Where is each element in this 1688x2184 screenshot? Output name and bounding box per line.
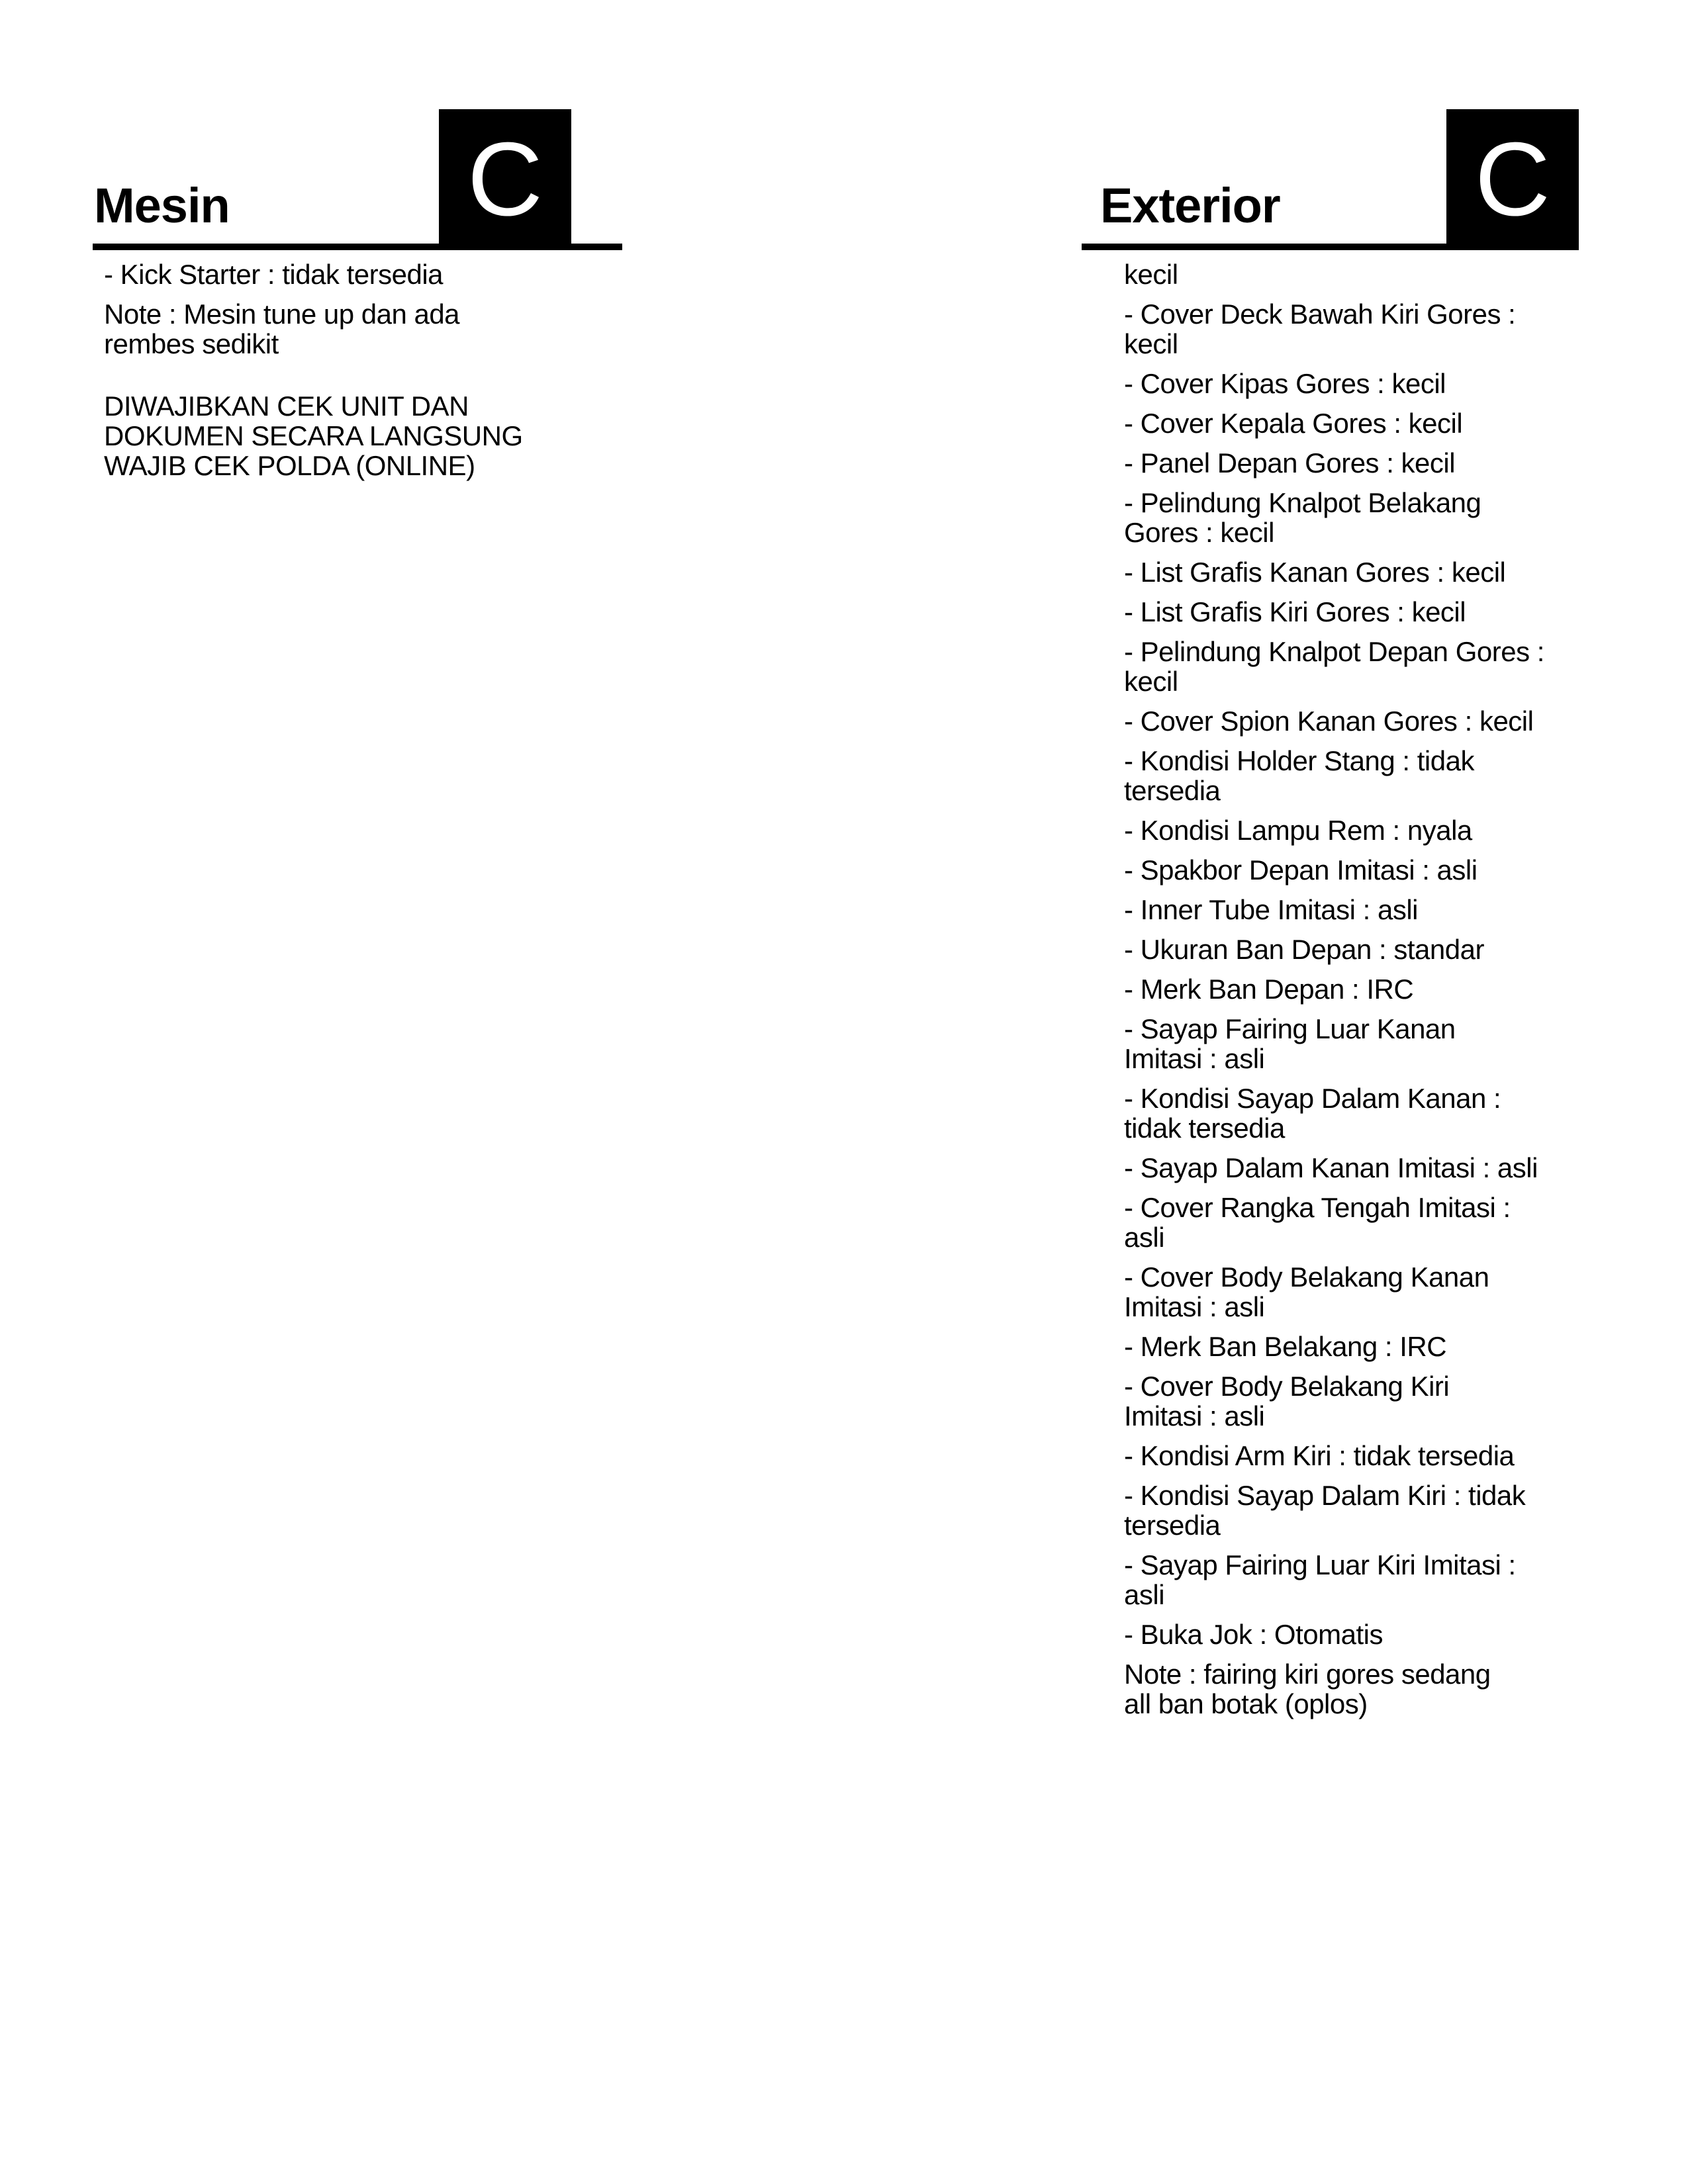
- inspection-item: [1124, 974, 1585, 1004]
- item-line: - Inner Tube Imitasi : asli: [1124, 894, 1419, 925]
- item-line: - Cover Body Belakang Kiri: [1124, 1371, 1450, 1402]
- section-title: Exterior: [1100, 178, 1280, 233]
- section-header: [1082, 93, 1585, 250]
- item-line: - Cover Spion Kanan Gores : kecil: [1124, 705, 1534, 737]
- grade-letter: C: [467, 121, 543, 238]
- item-line: kecil: [1124, 328, 1178, 359]
- item-line: - Cover Deck Bawah Kiri Gores :: [1124, 298, 1516, 330]
- inspection-item: [1124, 746, 1585, 805]
- inspection-item: [1124, 1371, 1585, 1431]
- section-exterior: [1082, 93, 1585, 1729]
- inspection-item: [1124, 934, 1585, 964]
- item-line: all ban botak (oplos): [1124, 1688, 1368, 1719]
- section-body: [93, 250, 622, 480]
- inspection-item: [1124, 1332, 1585, 1361]
- grade-badge: [439, 109, 571, 250]
- item-line: asli: [1124, 1222, 1165, 1253]
- item-line: - List Grafis Kiri Gores : kecil: [1124, 596, 1466, 627]
- inspection-item: [104, 391, 622, 480]
- item-line: tersedia: [1124, 775, 1221, 806]
- item-line: - Ukuran Ban Depan : standar: [1124, 934, 1484, 965]
- item-line: rembes sedikit: [104, 328, 279, 359]
- item-line: Gores : kecil: [1124, 517, 1274, 548]
- item-line: - Pelindung Knalpot Depan Gores :: [1124, 636, 1544, 667]
- item-line: - Merk Ban Depan : IRC: [1124, 974, 1414, 1005]
- note-item: [1124, 1659, 1585, 1719]
- inspection-item: [1124, 855, 1585, 885]
- inspection-item: [1124, 1193, 1585, 1252]
- item-line: - Kondisi Sayap Dalam Kiri : tidak: [1124, 1480, 1526, 1511]
- item-line: - Panel Depan Gores : kecil: [1124, 447, 1456, 478]
- inspection-item: [1124, 1480, 1585, 1540]
- item-line: - Pelindung Knalpot Belakang: [1124, 487, 1481, 518]
- inspection-item: [1124, 815, 1585, 845]
- item-line: Imitasi : asli: [1124, 1400, 1265, 1432]
- item-line: - Cover Kipas Gores : kecil: [1124, 368, 1446, 399]
- grade-badge: [1446, 109, 1579, 250]
- inspection-item: [1124, 408, 1585, 438]
- item-line: - Kondisi Sayap Dalam Kanan :: [1124, 1083, 1501, 1114]
- item-line: kecil: [1124, 259, 1178, 290]
- inspection-item: [1124, 1262, 1585, 1322]
- inspection-item: [1124, 1083, 1585, 1143]
- item-line: Note : fairing kiri gores sedang: [1124, 1659, 1491, 1690]
- item-line: - List Grafis Kanan Gores : kecil: [1124, 557, 1506, 588]
- item-line: WAJIB CEK POLDA (ONLINE): [104, 450, 475, 481]
- section-body: [1082, 250, 1585, 1719]
- note-item: [104, 299, 622, 359]
- item-line: - Merk Ban Belakang : IRC: [1124, 1331, 1447, 1362]
- item-line: tidak tersedia: [1124, 1113, 1285, 1144]
- inspection-item: [1124, 1153, 1585, 1183]
- item-line: - Buka Jok : Otomatis: [1124, 1619, 1383, 1650]
- item-line: - Sayap Dalam Kanan Imitasi : asli: [1124, 1152, 1538, 1183]
- inspection-item: [1124, 369, 1585, 398]
- section-title: Mesin: [94, 178, 230, 233]
- item-line: tersedia: [1124, 1510, 1221, 1541]
- item-line: - Kondisi Arm Kiri : tidak tersedia: [1124, 1440, 1515, 1471]
- item-line: DIWAJIBKAN CEK UNIT DAN: [104, 390, 469, 422]
- item-line: - Sayap Fairing Luar Kanan: [1124, 1013, 1456, 1044]
- inspection-item: [1124, 448, 1585, 478]
- item-line: Imitasi : asli: [1124, 1043, 1265, 1074]
- inspection-item: [1124, 1619, 1585, 1649]
- item-line: - Cover Rangka Tengah Imitasi :: [1124, 1192, 1511, 1223]
- item-line: asli: [1124, 1579, 1165, 1610]
- inspection-item: [1124, 299, 1585, 359]
- section-header: [93, 93, 622, 250]
- inspection-item: [1124, 637, 1585, 696]
- item-line: Note : Mesin tune up dan ada: [104, 298, 460, 330]
- inspection-item: [104, 259, 622, 289]
- item-line: - Kondisi Lampu Rem : nyala: [1124, 815, 1472, 846]
- inspection-item: [1124, 1014, 1585, 1073]
- inspection-item: [1124, 1550, 1585, 1610]
- item-line: - Cover Kepala Gores : kecil: [1124, 408, 1463, 439]
- inspection-item: [1124, 557, 1585, 587]
- item-line: - Kondisi Holder Stang : tidak: [1124, 745, 1474, 776]
- grade-letter: C: [1474, 121, 1551, 238]
- item-line: Imitasi : asli: [1124, 1291, 1265, 1322]
- item-line: - Spakbor Depan Imitasi : asli: [1124, 854, 1477, 886]
- item-line: kecil: [1124, 666, 1178, 697]
- item-line: - Cover Body Belakang Kanan: [1124, 1261, 1489, 1293]
- inspection-item: [1124, 895, 1585, 925]
- inspection-item: [1124, 488, 1585, 547]
- inspection-item: [1124, 1441, 1585, 1471]
- item-line: - Sayap Fairing Luar Kiri Imitasi :: [1124, 1549, 1516, 1580]
- inspection-item: [1124, 706, 1585, 736]
- header-rule: [1082, 244, 1579, 250]
- section-mesin: [93, 93, 622, 490]
- item-line: - Kick Starter : tidak tersedia: [104, 259, 444, 290]
- inspection-item: [1124, 259, 1585, 289]
- inspection-item: [1124, 597, 1585, 627]
- header-rule: [93, 244, 622, 250]
- item-line: DOKUMEN SECARA LANGSUNG: [104, 420, 523, 451]
